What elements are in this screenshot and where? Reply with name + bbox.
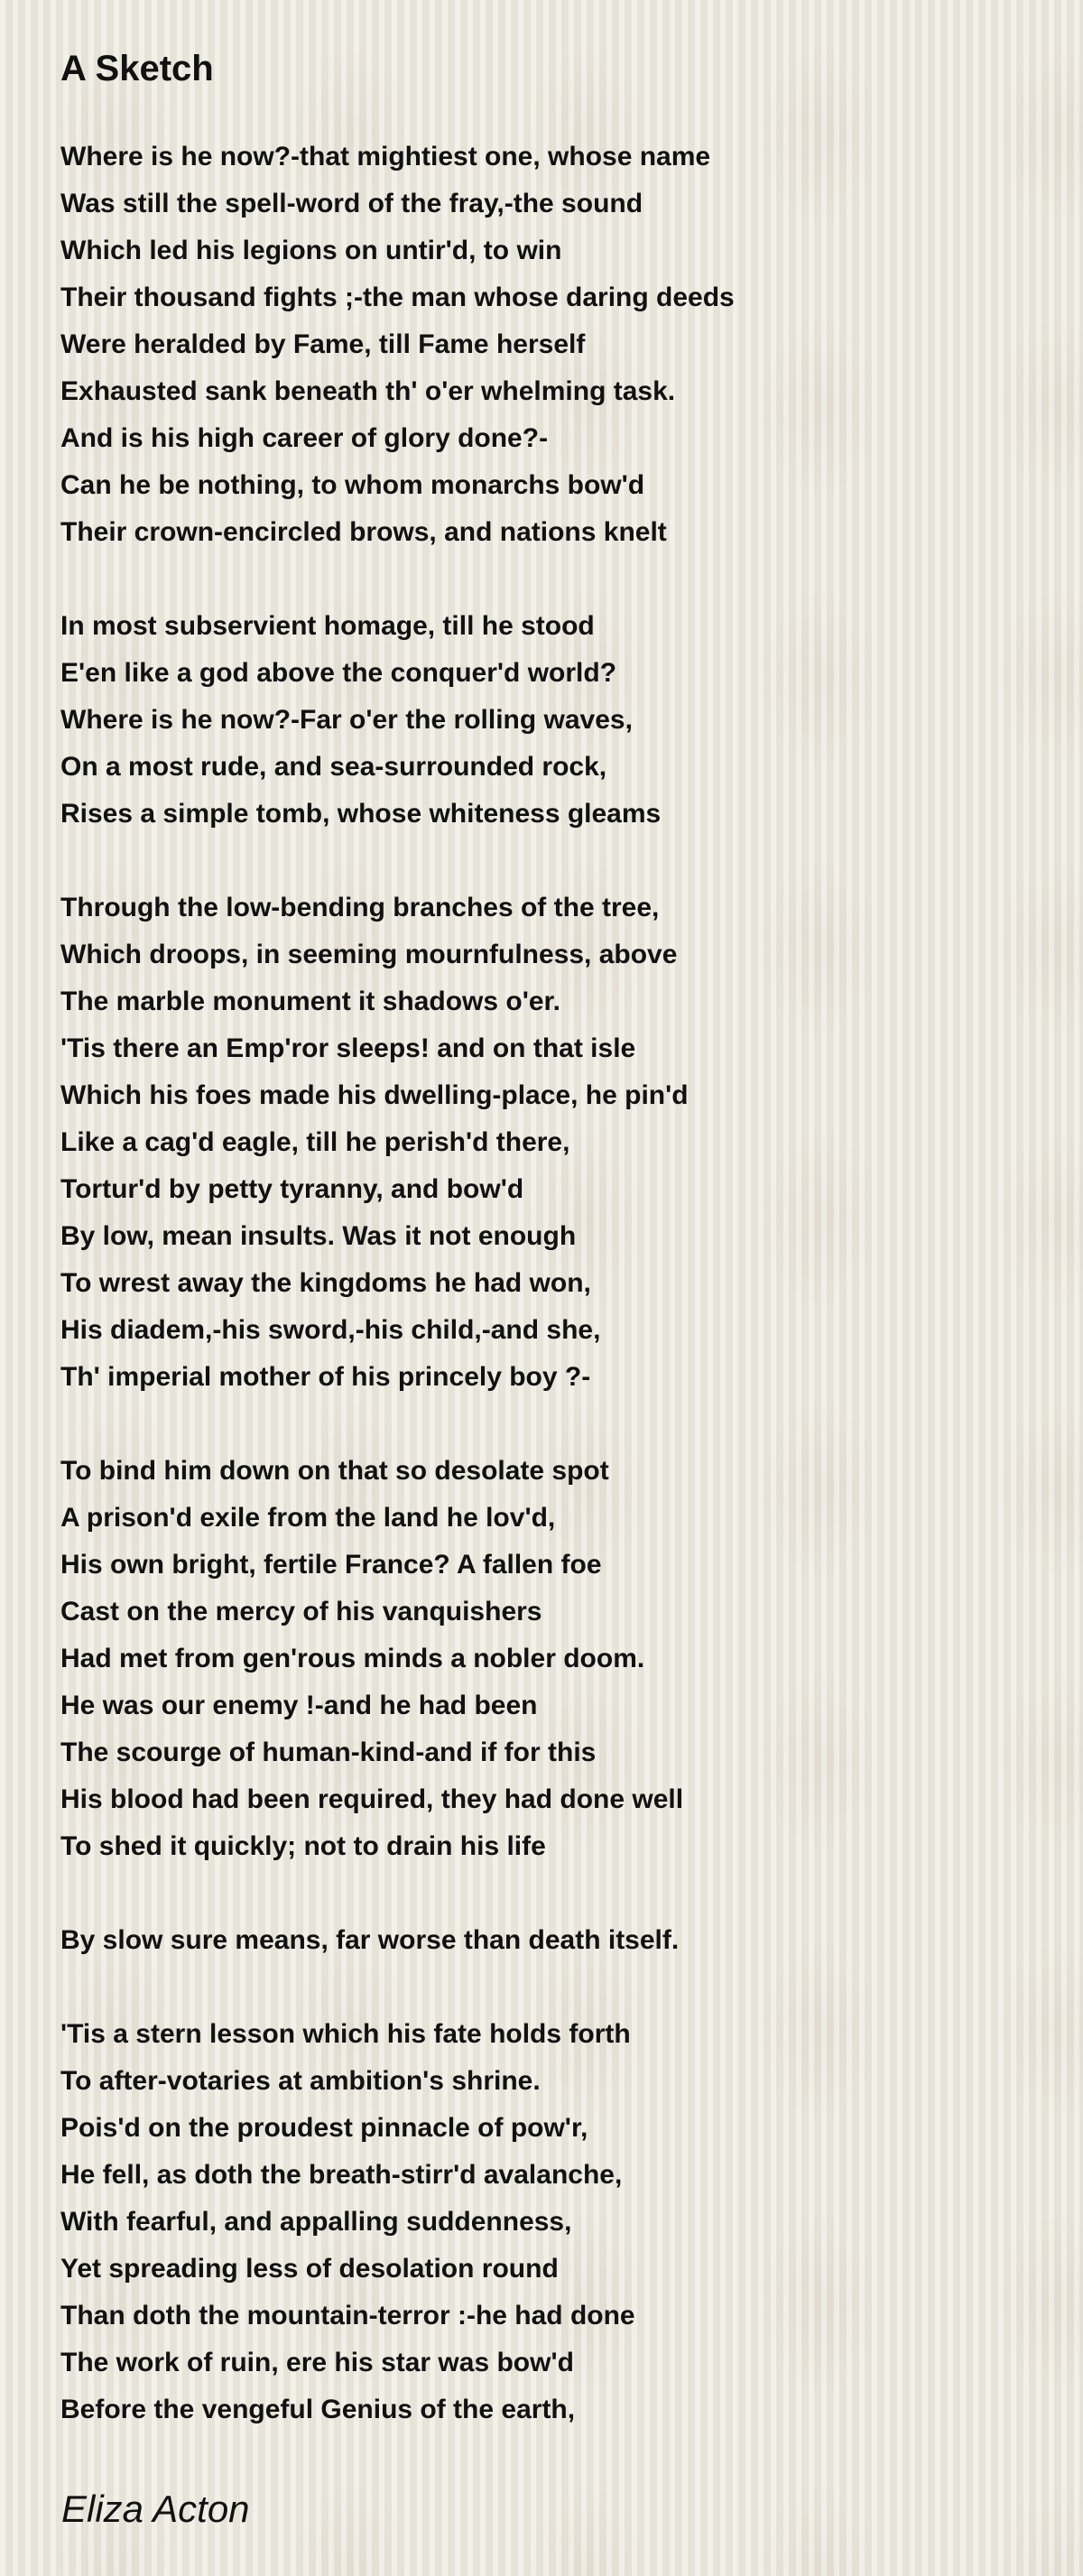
- poem-line: He fell, as doth the breath-stirr'd avalanche,: [60, 2160, 623, 2190]
- stanza-gap: [60, 838, 1053, 885]
- poem-line: Pois'd on the proudest pinnacle of pow'r,: [60, 2113, 588, 2143]
- poem-line: Which his foes made his dwelling-place, he pin'd: [60, 1080, 689, 1110]
- poem-line: The work of ruin, ere his star was bow'd: [60, 2348, 574, 2377]
- poem-line: Rises a simple tomb, whose whiteness gleams: [60, 799, 662, 829]
- stanza-gap: [60, 1401, 1053, 1448]
- poem-line: Th' imperial mother of his princely boy ?-: [60, 1362, 591, 1392]
- poem-line: To bind him down on that so desolate spot: [60, 1456, 609, 1486]
- poem-line: Where is he now?-that mightiest one, whose name: [60, 142, 711, 171]
- poem-line: With fearful, and appalling suddenness,: [60, 2207, 572, 2237]
- poem-author: Eliza Acton: [61, 2488, 250, 2530]
- poem-line: His diadem,-his sword,-his child,-and she,: [60, 1315, 601, 1345]
- stanza-gap: [60, 1964, 1053, 2011]
- poem-line: Before the vengeful Genius of the earth,: [60, 2395, 576, 2424]
- poem-line: Which led his legions on untir'd, to win: [60, 236, 562, 265]
- poem-line: His blood had been required, they had done well: [60, 1784, 684, 1814]
- poem-line: In most subservient homage, till he stood: [60, 611, 595, 641]
- stanza-gap: [60, 556, 1053, 603]
- poem-line: Their crown-encircled brows, and nations knelt: [60, 517, 667, 547]
- poem-line: His own bright, fertile France? A fallen foe: [60, 1550, 602, 1580]
- poem-stanza: [60, 603, 1053, 838]
- poem-line: The marble monument it shadows o'er.: [60, 987, 560, 1016]
- poem-line: Had met from gen'rous minds a nobler doom.: [60, 1644, 645, 1673]
- poem-line: E'en like a god above the conquer'd world?: [60, 658, 617, 688]
- poem-line: By low, mean insults. Was it not enough: [60, 1221, 577, 1251]
- poem-line: To wrest away the kingdoms he had won,: [60, 1268, 591, 1298]
- poem-line: Exhausted sank beneath th' o'er whelming task.: [60, 376, 676, 406]
- poem-stanza: [60, 134, 1053, 556]
- poem-line: Tortur'd by petty tyranny, and bow'd: [60, 1174, 524, 1204]
- poem-line: Were heralded by Fame, till Fame herself: [60, 329, 586, 359]
- poem-line: To shed it quickly; not to drain his life: [60, 1831, 546, 1861]
- poem-line: To after-votaries at ambition's shrine.: [60, 2066, 541, 2096]
- poem-line: 'Tis a stern lesson which his fate holds forth: [60, 2019, 631, 2049]
- poem-stanza: [60, 2011, 1053, 2433]
- poem-line: Through the low-bending branches of the tree,: [60, 893, 660, 922]
- poem-line: Which droops, in seeming mournfulness, above: [60, 940, 678, 969]
- poem-stanza: [60, 1448, 1053, 1870]
- poem-line: 'Tis there an Emp'ror sleeps! and on that isle: [60, 1033, 636, 1063]
- poem-line: On a most rude, and sea-surrounded rock,: [60, 752, 607, 782]
- poem-line: Cast on the mercy of his vanquishers: [60, 1597, 542, 1626]
- poem-line: Like a cag'd eagle, till he perish'd there,: [60, 1127, 570, 1157]
- poem-line: Their thousand fights ;-the man whose daring deeds: [60, 283, 735, 312]
- poem-line: By slow sure means, far worse than death itself.: [60, 1925, 680, 1955]
- poem-stanza: [60, 885, 1053, 1401]
- poem-body: [60, 134, 1053, 2433]
- poem-line: And is his high career of glory done?-: [60, 423, 549, 453]
- poem-line: A prison'd exile from the land he lov'd,: [60, 1503, 556, 1533]
- poem-line: Where is he now?-Far o'er the rolling waves,: [60, 705, 633, 735]
- poem-stanza: [60, 1917, 1053, 1964]
- poem-line: The scourge of human-kind-and if for this: [60, 1737, 597, 1767]
- poem-line: Than doth the mountain-terror :-he had done: [60, 2301, 635, 2330]
- poem-line: Can he be nothing, to whom monarchs bow'd: [60, 470, 645, 500]
- poem-line: Was still the spell-word of the fray,-the sound: [60, 189, 643, 218]
- poem-line: He was our enemy !-and he had been: [60, 1691, 538, 1720]
- poem-title: A Sketch: [60, 49, 214, 88]
- stanza-gap: [60, 1870, 1053, 1917]
- poem-line: Yet spreading less of desolation round: [60, 2254, 559, 2284]
